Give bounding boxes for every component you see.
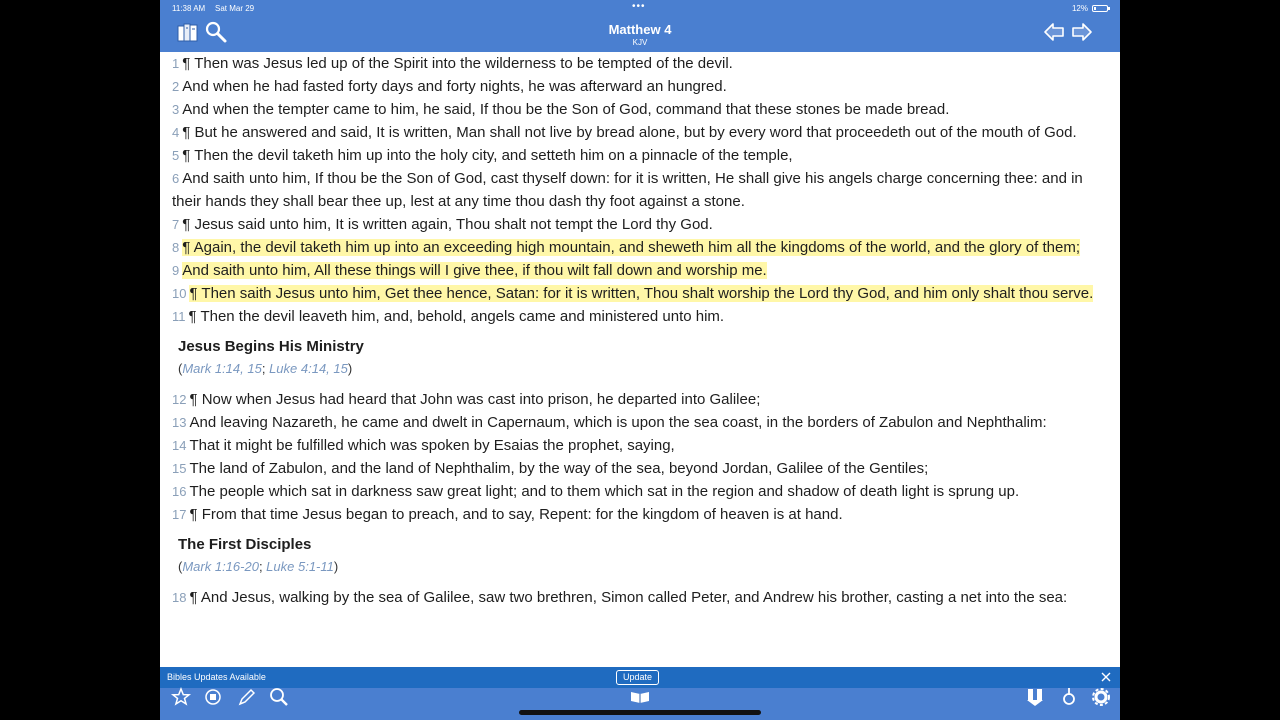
verse[interactable]	[172, 480, 1112, 503]
home-indicator[interactable]	[519, 710, 761, 715]
cross-references: (Mark 1:14, 15; Luke 4:14, 15)	[178, 361, 353, 376]
back-arrow-icon[interactable]	[1042, 20, 1066, 44]
verse-number: 11	[172, 309, 186, 324]
xref-link[interactable]: Mark 1:16-20	[182, 559, 259, 574]
verse[interactable]	[172, 411, 1112, 434]
verse-number: 7	[172, 217, 180, 232]
page-title[interactable]: Matthew 4	[608, 22, 672, 37]
bottom-toolbar	[160, 688, 1120, 720]
status-time: 11:38 AM	[172, 4, 206, 13]
verse-number: 16	[172, 484, 187, 499]
verse-text: ¶ Then the devil taketh him up into the holy city, and setteth him on a pinnacle of the temple,	[182, 147, 793, 164]
verse-text: And when he had fasted forty days and forty nights, he was afterward an hungred.	[182, 78, 727, 95]
header-bar	[160, 0, 1120, 52]
verse-number: 17	[172, 507, 187, 522]
verse-text: ¶ From that time Jesus began to preach, and to say, Repent: for the kingdom of heaven is at hand.	[189, 506, 843, 523]
verse-number: 8	[172, 240, 180, 255]
xref-link[interactable]: Mark 1:14, 15	[182, 361, 262, 376]
download-icon[interactable]	[1024, 686, 1046, 708]
forward-arrow-icon[interactable]	[1070, 20, 1094, 44]
verse-number: 5	[172, 148, 180, 163]
update-message: Bibles Updates Available	[167, 672, 266, 682]
verse[interactable]	[172, 282, 1112, 305]
verse-number: 12	[172, 392, 187, 407]
star-icon[interactable]	[170, 686, 192, 708]
verse[interactable]	[172, 144, 1112, 167]
copy-icon[interactable]	[202, 686, 224, 708]
multitask-dots-icon[interactable]: •••	[632, 1, 646, 12]
update-button[interactable]: Update	[616, 670, 659, 685]
verse[interactable]	[172, 586, 1112, 609]
xref-link[interactable]: Luke 5:1-11	[266, 559, 334, 574]
section-heading: The First Disciples	[178, 536, 312, 553]
verse-text: ¶ Then saith Jesus unto him, Get thee hence, Satan: for it is written, Thou shalt worship the Lord thy God, and him only shalt thou serve.	[189, 285, 1094, 302]
verse-number: 14	[172, 438, 187, 453]
verse-text: And saith unto him, All these things will I give thee, if thou wilt fall down and worship me.	[182, 262, 767, 279]
zoom-icon[interactable]	[268, 686, 290, 708]
app-screen	[160, 0, 1120, 720]
cross-references: (Mark 1:16-20; Luke 5:1-11)	[178, 559, 339, 574]
passage	[172, 586, 1112, 609]
verse-text: ¶ Now when Jesus had heard that John was cast into prison, he departed into Galilee;	[189, 391, 761, 408]
close-icon[interactable]	[1100, 671, 1112, 683]
verse-number: 2	[172, 79, 180, 94]
translation-label[interactable]: KJV	[632, 38, 648, 47]
verse-number: 10	[172, 286, 187, 301]
audio-icon[interactable]	[1058, 686, 1080, 708]
verse-text: That it might be fulfilled which was spoken by Esaias the prophet, saying,	[189, 437, 675, 454]
passage	[172, 52, 1112, 328]
verse-number: 15	[172, 461, 187, 476]
verse-text: ¶ Then was Jesus led up of the Spirit into the wilderness to be tempted of the devil.	[182, 55, 733, 72]
battery-icon	[1092, 5, 1108, 12]
verse[interactable]	[172, 434, 1112, 457]
verse-text: ¶ Then the devil leaveth him, and, behold, angels came and ministered unto him.	[188, 308, 725, 325]
verse-text: And saith unto him, If thou be the Son of God, cast thyself down: for it is written, He shall give his angels charge concerning thee: and in their hands they shall bear thee up, lest at any time thou dash thy foot against a stone.	[172, 170, 1083, 210]
verse[interactable]	[172, 98, 1112, 121]
verse[interactable]	[172, 52, 1112, 75]
verse-number: 13	[172, 415, 187, 430]
verse-text: The land of Zabulon, and the land of Nephthalim, by the way of the sea, beyond Jordan, Galilee of the Gentiles;	[189, 460, 929, 477]
verse-text: ¶ And Jesus, walking by the sea of Galilee, saw two brethren, Simon called Peter, and Andrew his brother, casting a net into the sea:	[189, 589, 1068, 606]
verse[interactable]	[172, 121, 1112, 144]
verse[interactable]	[172, 167, 1112, 213]
update-banner	[160, 667, 1120, 688]
edit-icon[interactable]	[236, 686, 258, 708]
gear-icon[interactable]	[1090, 686, 1112, 708]
verse-text: ¶ Jesus said unto him, It is written again, Thou shalt not tempt the Lord thy God.	[182, 216, 713, 233]
verse-text: And leaving Nazareth, he came and dwelt in Capernaum, which is upon the sea coast, in the borders of Zabulon and Nephthalim:	[189, 414, 1047, 431]
open-book-icon[interactable]	[629, 686, 651, 708]
verse[interactable]	[172, 259, 1112, 282]
verse-number: 4	[172, 125, 180, 140]
bible-text	[172, 52, 1112, 609]
passage	[172, 388, 1112, 526]
verse-text: ¶ Again, the devil taketh him up into an exceeding high mountain, and sheweth him all the kingdoms of the world, and the glory of them;	[182, 239, 1081, 256]
verse-number: 9	[172, 263, 180, 278]
verse[interactable]	[172, 457, 1112, 480]
verse[interactable]	[172, 236, 1112, 259]
verse[interactable]	[172, 503, 1112, 526]
verse-number: 1	[172, 56, 180, 71]
verse-number: 18	[172, 590, 187, 605]
verse[interactable]	[172, 213, 1112, 236]
verse[interactable]	[172, 75, 1112, 98]
verse-text: And when the tempter came to him, he said, If thou be the Son of God, command that these stones be made bread.	[182, 101, 950, 118]
verse[interactable]	[172, 388, 1112, 411]
xref-link[interactable]: Luke 4:14, 15	[269, 361, 348, 376]
section-heading: Jesus Begins His Ministry	[178, 338, 364, 355]
status-date: Sat Mar 29	[215, 4, 255, 13]
verse-number: 6	[172, 171, 180, 186]
battery-percentage: 12%	[1071, 4, 1088, 13]
verse-number: 3	[172, 102, 180, 117]
verse-text: ¶ But he answered and said, It is written, Man shall not live by bread alone, but by every word that proceedeth out of the mouth of God.	[182, 124, 1077, 141]
verse-text: The people which sat in darkness saw great light; and to them which sat in the region and shadow of death light is sprung up.	[189, 483, 1020, 500]
verse[interactable]	[172, 305, 1112, 328]
